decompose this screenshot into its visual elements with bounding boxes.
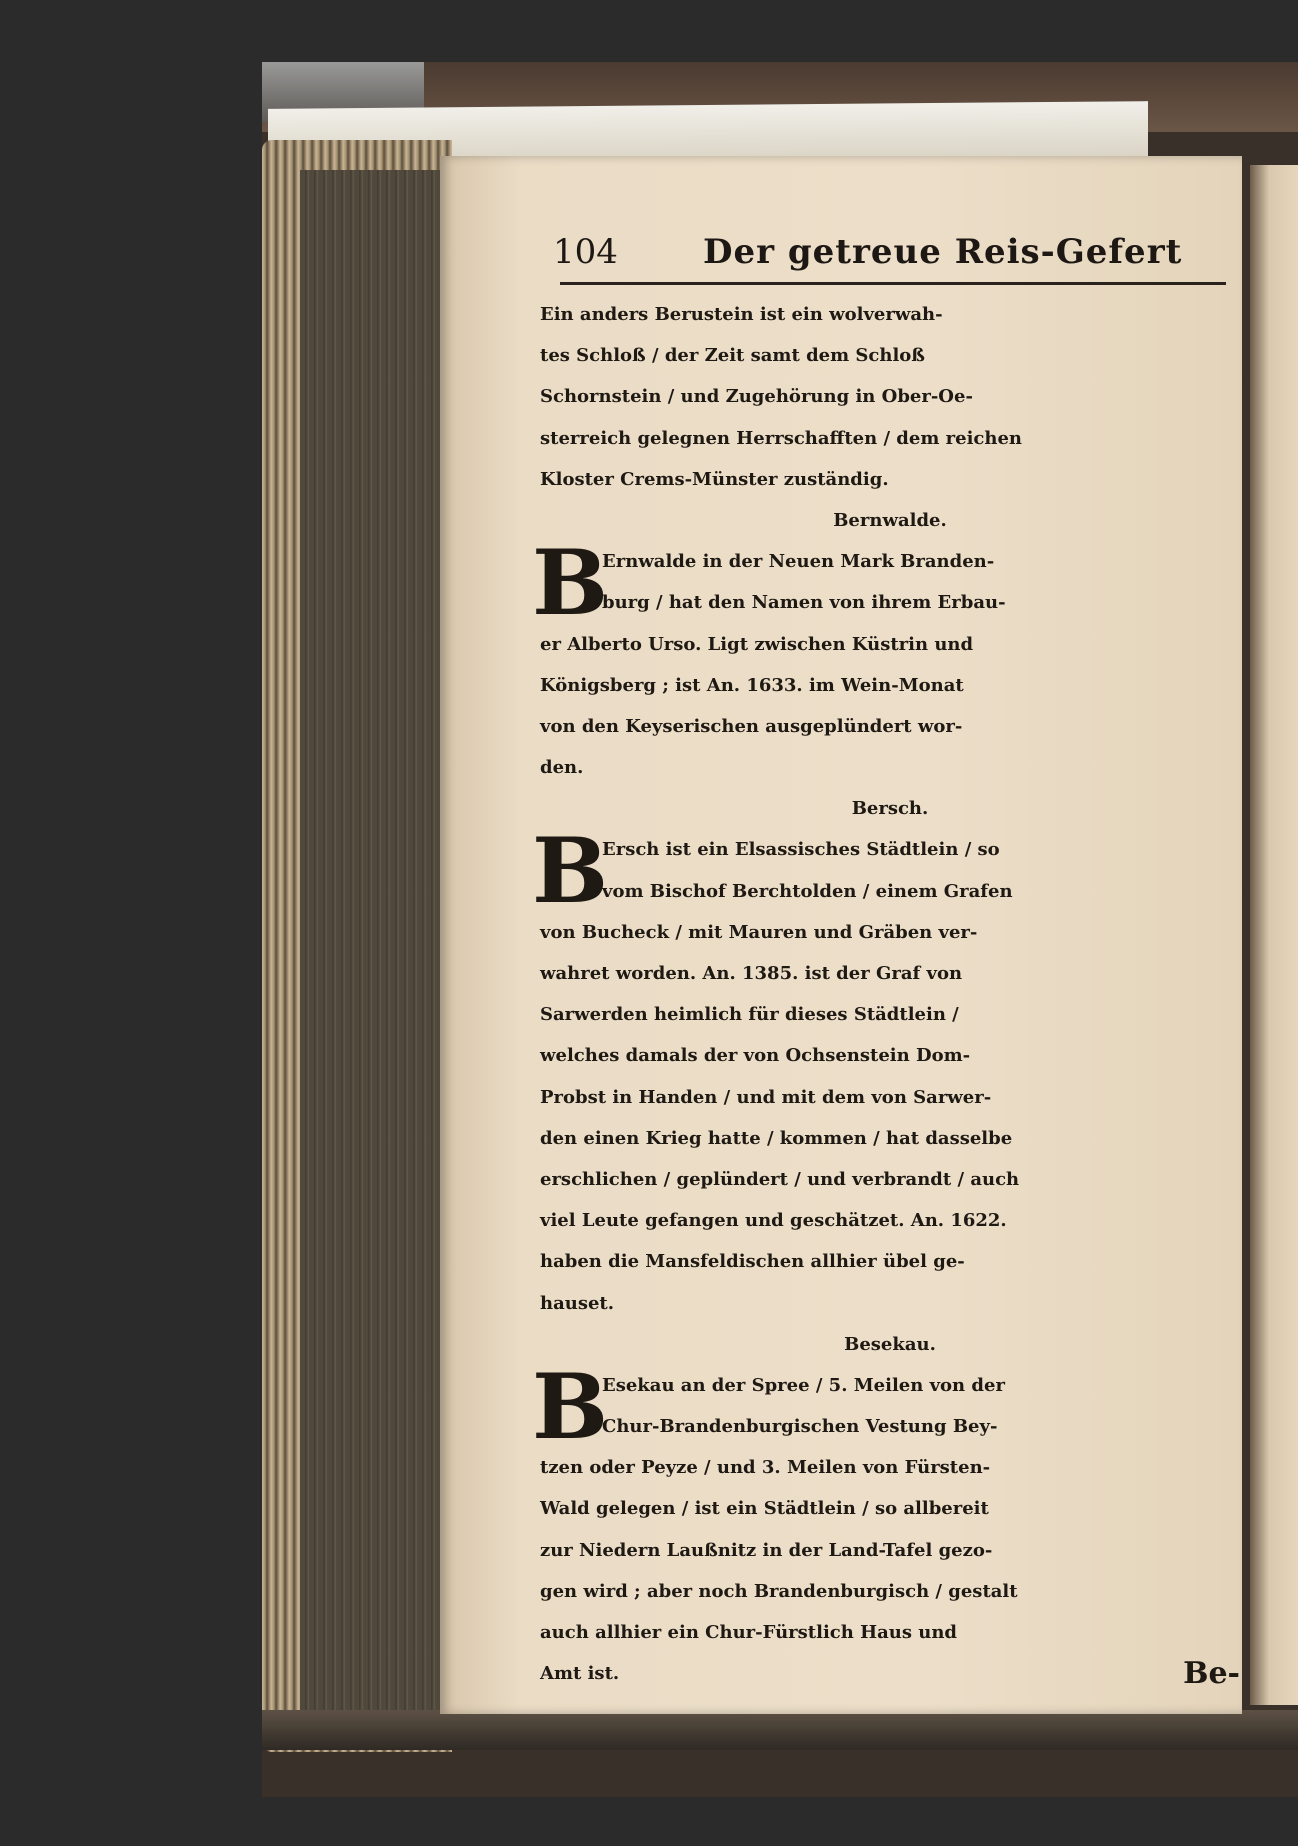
text-line: haben die Mansfeldischen allhier übel ge- — [540, 1251, 965, 1273]
text-line: den einen Krieg hatte / kommen / hat dasselbe — [540, 1127, 1013, 1149]
text-line: von Bucheck / mit Mauren und Gräben ver- — [540, 921, 978, 943]
entry-paragraph — [532, 818, 1240, 1323]
entry-heading: Bernwalde. — [833, 509, 947, 531]
drop-capital: B — [532, 1353, 609, 1460]
text-line: tes Schloß / der Zeit samt dem Schloß — [540, 345, 925, 367]
catchword: Be- — [1183, 1656, 1240, 1692]
text-line: Amt ist. — [540, 1663, 620, 1685]
text-line: Ernwalde in der Neuen Mark Branden- — [602, 551, 995, 573]
entry-heading: Besekau. — [844, 1333, 936, 1355]
page-header — [553, 228, 1226, 274]
text-line: Probst in Handen / und mit dem von Sarwer- — [540, 1086, 992, 1108]
drop-capital: B — [532, 530, 609, 637]
text-line: Kloster Crems-Münster zuständig. — [540, 468, 889, 490]
text-line: Ein anders Berustein ist ein wolverwah- — [540, 304, 943, 325]
text-line: tzen oder Peyze / und 3. Meilen von Fürsten- — [540, 1457, 991, 1479]
entry-paragraph — [532, 530, 1240, 788]
text-line: wahret worden. An. 1385. ist der Graf von — [540, 963, 963, 984]
page-stack-shadow — [300, 170, 440, 1730]
text-line: Königsberg ; ist An. 1633. im Wein-Monat — [540, 674, 964, 696]
text-line: sterreich gelegnen Herrschafften / dem reichen — [540, 427, 1022, 449]
text-line: er Alberto Urso. Ligt zwischen Küstrin und — [540, 633, 974, 655]
text-line: burg / hat den Namen von ihrem Erbau- — [602, 592, 1006, 614]
text-line: Sarwerden heimlich für dieses Städtlein / — [540, 1004, 959, 1026]
text-line: zur Niedern Laußnitz in der Land-Tafel gezo- — [540, 1539, 993, 1561]
entry-paragraph — [532, 1353, 1240, 1695]
header-rule — [560, 282, 1226, 285]
text-line: viel Leute gefangen und geschätzet. An. 1622. — [540, 1210, 1007, 1232]
text-line: auch allhier ein Chur-Fürstlich Haus und — [540, 1622, 958, 1643]
running-title: Der getreue Reis-Gefert — [703, 232, 1183, 272]
text-line: hauset. — [540, 1292, 615, 1314]
text-line: Esekau an der Spree / 5. Meilen von der — [602, 1374, 1005, 1396]
entry-heading: Bersch. — [851, 798, 929, 820]
text-line: Chur-Brandenburgischen Vestung Bey- — [602, 1416, 998, 1438]
page-text — [532, 294, 1240, 1694]
drop-capital: B — [532, 818, 609, 925]
text-line: den. — [540, 757, 584, 779]
text-line: vom Bischof Berchtolden / einem Grafen — [602, 880, 1013, 902]
text-line: Wald gelegen / ist ein Städtlein / so allbereit — [540, 1498, 989, 1520]
text-line: gen wird ; aber noch Brandenburgisch / gestalt — [540, 1580, 1018, 1602]
text-line: welches damals der von Ochsenstein Dom- — [540, 1045, 971, 1067]
text-line: Ersch ist ein Elsassisches Städtlein / so — [602, 839, 1000, 861]
page-number: 104 — [553, 232, 618, 272]
text-line: Schornstein / und Zugehörung in Ober-Oe- — [540, 386, 973, 408]
cover-bottom-edge — [262, 1710, 1298, 1750]
text-line: erschlichen / geplündert / und verbrandt / auch — [540, 1168, 1020, 1190]
text-line: von den Keyserischen ausgeplündert wor- — [540, 715, 963, 737]
facing-page-edge — [1250, 165, 1298, 1705]
